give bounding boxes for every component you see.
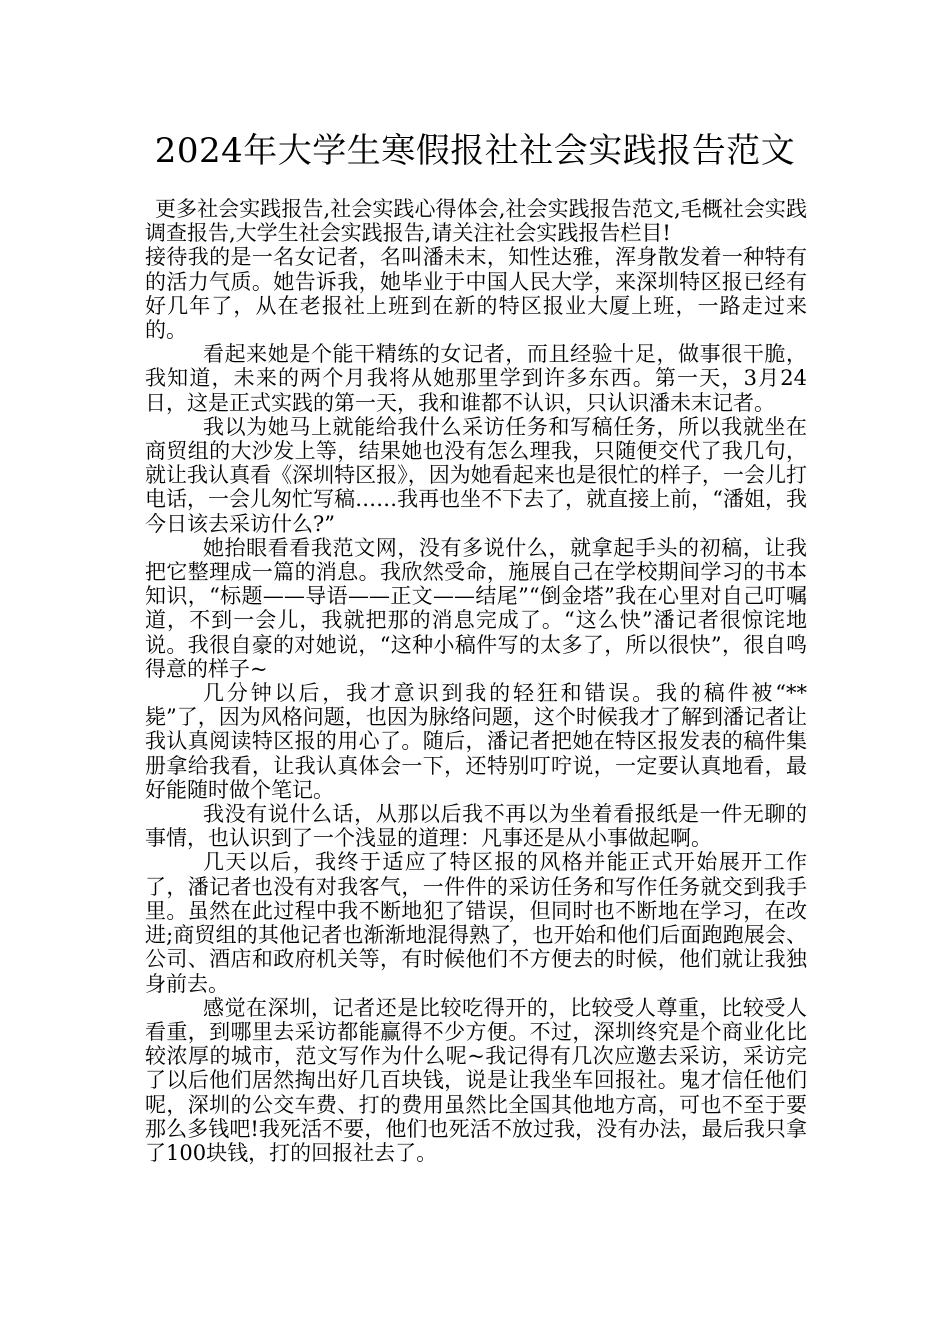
body-paragraph: 我没有说什么话，从那以后我不再以为坐着看报纸是一件无聊的事情，也认识到了一个浅显的道理：凡事还是从小事做起啊。: [145, 802, 807, 851]
body-paragraph: 感觉在深圳，记者还是比较吃得开的，比较受人尊重，比较受人看重，到哪里去采访都能赢得不少方便。不过，深圳终究是个商业化比较浓厚的城市，范文写作为什么呢~我记得有几次应邀去采访，采访完了以后他们居然掏出好几百块钱，说是让我坐车回报社。鬼才信任他们呢，深圳的公交车费、打的费用虽然比全国其他地方高，可也不至于要那么多钱吧!我死活不要，他们也死活不放过我，没有办法，最后我只拿了100块钱，打的回报社去了。: [145, 995, 807, 1165]
body-paragraph: 我以为她马上就能给我什么采访任务和写稿任务，所以我就坐在商贸组的大沙发上等，结果她也没有怎么理我，只随便交代了我几句，就让我认真看《深圳特区报》，因为她看起来也是很忙的样子，一会儿打电话，一会儿匆忙写稿……我再也坐不下去了，就直接上前，“潘姐，我今日该去采访什么?”: [145, 414, 807, 536]
body-paragraph: 她抬眼看看我范文网，没有多说什么，就拿起手头的初稿，让我把它整理成一篇的消息。我欣然受命，施展自己在学校期间学习的书本知识，“标题——导语——正文——结尾”“倒金塔”我在心里对自己叮嘱道，不到一会儿，我就把那的消息完成了。“这么快”潘记者很惊诧地说。我很自豪的对她说，“这种小稿件写的太多了，所以很快”，很自鸣得意的样子~: [145, 535, 807, 681]
document-body: [145, 197, 807, 1165]
body-paragraph: 几分钟以后，我才意识到我的轻狂和错误。我的稿件被“**毙”了，因为风格问题，也因为脉络问题，这个时候我才了解到潘记者让我认真阅读特区报的用心了。随后，潘记者把她在特区报发表的稿件集册拿给我看，让我认真体会一下，还特别叮咛说，一定要认真地看，最好能随时做个笔记。: [145, 681, 807, 802]
document-title: 2024年大学生寒假报社社会实践报告范文: [154, 131, 796, 171]
intro-paragraph: 更多社会实践报告,社会实践心得体会,社会实践报告范文,毛概社会实践调查报告,大学生社会实践报告,请关注社会实践报告栏目!: [145, 197, 807, 246]
body-paragraph: 接待我的是一名女记者，名叫潘未末，知性达雅，浑身散发着一种特有的活力气质。她告诉我，她毕业于中国人民大学，来深圳特区报已经有好几年了，从在老报社上班到在新的特区报业大厦上班，一路走过来的。: [145, 245, 807, 343]
body-paragraph: 看起来她是个能干精练的女记者，而且经验十足，做事很干脆，我知道，未来的两个月我将从她那里学到许多东西。第一天，3月24日，这是正式实践的第一天，我和谁都不认识，只认识潘未末记者。: [145, 342, 807, 415]
body-paragraph: 几天以后，我终于适应了特区报的风格并能正式开始展开工作了，潘记者也没有对我客气，一件件的采访任务和写作任务就交到我手里。虽然在此过程中我不断地犯了错误，但同时也不断地在学习，在改进;商贸组的其他记者也渐渐地混得熟了，也开始和他们后面跑跑展会、公司、酒店和政府机关等，有时候他们不方便去的时候，他们就让我独身前去。: [145, 850, 807, 996]
